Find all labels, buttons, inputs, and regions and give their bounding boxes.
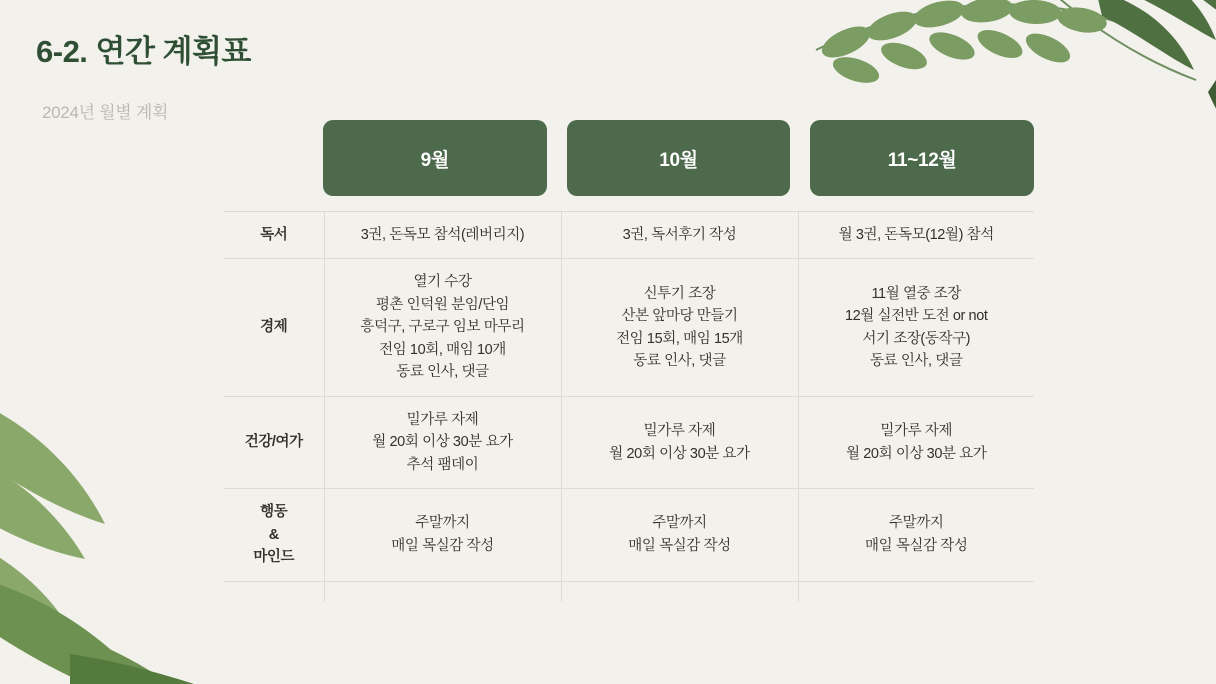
- cell-line: 매일 목실감 작성: [864, 537, 968, 554]
- page-subtitle: 2024년 월별 계획: [42, 103, 169, 122]
- month-chip-november-december: 11~12월: [810, 120, 1034, 196]
- cell-line: 12월 실전반 도전 or not: [844, 308, 988, 325]
- cell-reading-october: [561, 212, 798, 259]
- annual-plan-table: [224, 211, 1034, 602]
- month-chip-september: 9월: [323, 120, 547, 196]
- cell-line: 평촌 인덕원 분임/단임: [375, 296, 510, 313]
- row-label-health-leisure: 건강/여가: [224, 396, 324, 488]
- cell-line: 월 20회 이상 30분 요가: [609, 445, 750, 462]
- cell-economy-october: [561, 259, 798, 396]
- cell-line: 월 20회 이상 30분 요가: [846, 445, 987, 462]
- cell-action-october: [561, 489, 798, 581]
- cell-health-october: [561, 396, 798, 488]
- cell-health-september: [324, 396, 561, 488]
- cell-line: 마인드: [253, 549, 295, 566]
- cell-line: 열기 수강: [413, 274, 472, 291]
- spacer-cell: [798, 581, 1034, 602]
- cell-line: 주말까지: [889, 515, 944, 532]
- cell-line: 매일 목실감 작성: [391, 537, 494, 554]
- table-row: [224, 396, 1034, 488]
- cell-economy-nov-dec: [798, 259, 1034, 396]
- cell-line: &: [268, 526, 279, 543]
- row-label-economy: 경제: [224, 259, 324, 396]
- cell-line: 행동: [260, 504, 288, 521]
- cell-line: 흥덕구, 구로구 임보 마무리: [360, 319, 525, 336]
- cell-action-nov-dec: [798, 489, 1034, 581]
- cell-line: 밀가루 자제: [643, 423, 716, 440]
- cell-line: 전임 15회, 매임 15개: [616, 330, 743, 347]
- row-label-reading: 독서: [224, 212, 324, 259]
- cell-line: 산본 앞마당 만들기: [621, 308, 738, 325]
- table-row: [224, 489, 1034, 581]
- cell-line: 3권, 독서후기 작성: [622, 227, 737, 243]
- cell-line: 월 20회 이상 30분 요가: [372, 434, 513, 451]
- cell-line: 월 3권, 돈독모(12월) 참석: [838, 227, 994, 243]
- cell-line: 11월 열중 조장: [871, 285, 962, 302]
- cell-line: 주말까지: [652, 515, 707, 532]
- table-row: [224, 259, 1034, 396]
- row-label-action-mind: [224, 489, 324, 581]
- spacer-cell: [561, 581, 798, 602]
- month-header-row: [323, 120, 1034, 196]
- cell-line: 추석 팸데이: [406, 456, 479, 473]
- cell-line: 전임 10회, 매임 10개: [379, 341, 506, 358]
- cell-economy-september: [324, 259, 561, 396]
- cell-line: 신투기 조장: [643, 285, 716, 302]
- spacer-cell: [324, 581, 561, 602]
- cell-line: 밀가루 자제: [406, 411, 479, 428]
- table-row: [224, 212, 1034, 259]
- cell-line: 주말까지: [415, 515, 470, 532]
- cell-reading-nov-dec: [798, 212, 1034, 259]
- table-bottom-spacer: [224, 581, 1034, 602]
- month-chip-october: 10월: [567, 120, 791, 196]
- cell-health-nov-dec: [798, 396, 1034, 488]
- spacer-cell: [224, 581, 324, 602]
- cell-line: 3권, 돈독모 참석(레버리지): [360, 227, 525, 243]
- cell-action-september: [324, 489, 561, 581]
- cell-line: 밀가루 자제: [880, 423, 953, 440]
- cell-line: 동료 인사, 댓글: [396, 364, 489, 381]
- cell-reading-september: [324, 212, 561, 259]
- cell-line: 동료 인사, 댓글: [869, 353, 963, 370]
- cell-line: 동료 인사, 댓글: [633, 353, 726, 370]
- page-title: 6-2. 연간 계획표: [36, 34, 251, 69]
- cell-line: 서기 조장(동작구): [862, 330, 971, 347]
- cell-line: 매일 목실감 작성: [628, 537, 731, 554]
